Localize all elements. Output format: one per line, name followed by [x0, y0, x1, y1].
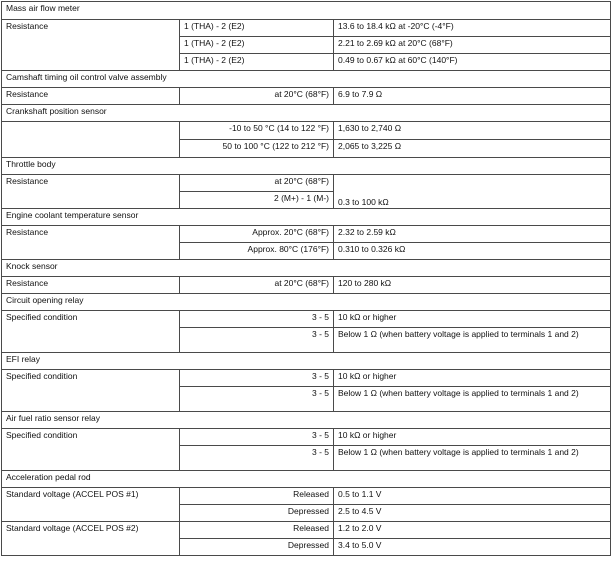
table-row [2, 88, 611, 105]
section-header-row [2, 158, 611, 175]
condition-cell: at 20°C (68°F) [180, 277, 334, 294]
section-title: EFI relay [2, 353, 611, 370]
section-header-row [2, 412, 611, 429]
condition-cell: 3 - 5 [180, 370, 334, 387]
condition-cell: Released [180, 522, 334, 539]
section-title: Air fuel ratio sensor relay [2, 412, 611, 429]
item-label: Resistance [2, 88, 180, 105]
section-title: Circuit opening relay [2, 294, 611, 311]
condition-cell: at 20°C (68°F) [180, 175, 334, 192]
spec-cell: 10 kΩ or higher [334, 429, 611, 446]
table-row [2, 311, 611, 328]
spec-cell: 2.21 to 2.69 kΩ at 20°C (68°F) [334, 37, 611, 54]
table-row [2, 20, 611, 37]
spec-cell: 10 kΩ or higher [334, 370, 611, 387]
condition-cell: 3 - 5 [180, 446, 334, 471]
spec-cell: Below 1 Ω (when battery voltage is applied to terminals 1 and 2) [334, 446, 611, 471]
section-title: Crankshaft position sensor [2, 105, 611, 122]
section-title: Engine coolant temperature sensor [2, 209, 611, 226]
condition-cell: Depressed [180, 505, 334, 522]
spec-cell: 1,630 to 2,740 Ω [334, 122, 611, 140]
spec-cell: 6.9 to 7.9 Ω [334, 88, 611, 105]
item-label: Specified condition [2, 370, 180, 412]
section-header-row [2, 2, 611, 20]
section-header-row [2, 353, 611, 370]
spec-table [1, 1, 611, 556]
spec-cell: 2,065 to 3,225 Ω [334, 140, 611, 158]
spec-cell: 0.49 to 0.67 kΩ at 60°C (140°F) [334, 54, 611, 71]
condition-cell: Depressed [180, 539, 334, 556]
spec-cell: 2.5 to 4.5 V [334, 505, 611, 522]
condition-cell: 50 to 100 °C (122 to 212 °F) [180, 140, 334, 158]
item-label: Resistance [2, 20, 180, 71]
section-title: Mass air flow meter [2, 2, 611, 20]
table-row [2, 488, 611, 505]
condition-cell: 3 - 5 [180, 429, 334, 446]
spec-cell: Below 1 Ω (when battery voltage is applied to terminals 1 and 2) [334, 328, 611, 353]
spec-cell: 1.2 to 2.0 V [334, 522, 611, 539]
section-header-row [2, 71, 611, 88]
section-header-row [2, 209, 611, 226]
condition-cell: 1 (THA) - 2 (E2) [180, 54, 334, 71]
item-label: Standard voltage (ACCEL POS #1) [2, 488, 180, 522]
section-title: Throttle body [2, 158, 611, 175]
spec-cell: 13.6 to 18.4 kΩ at -20°C (-4°F) [334, 20, 611, 37]
condition-cell: 1 (THA) - 2 (E2) [180, 37, 334, 54]
spec-cell: 2.32 to 2.59 kΩ [334, 226, 611, 243]
section-header-row [2, 294, 611, 311]
spec-cell: 10 kΩ or higher [334, 311, 611, 328]
item-label: Resistance [2, 277, 180, 294]
spec-cell: 3.4 to 5.0 V [334, 539, 611, 556]
table-row [2, 370, 611, 387]
spec-cell: 0.310 to 0.326 kΩ [334, 243, 611, 260]
condition-cell: Approx. 80°C (176°F) [180, 243, 334, 260]
section-header-row [2, 105, 611, 122]
condition-cell: -10 to 50 °C (14 to 122 °F) [180, 122, 334, 140]
condition-cell: at 20°C (68°F) [180, 88, 334, 105]
table-row [2, 122, 611, 140]
section-title: Knock sensor [2, 260, 611, 277]
item-label: Specified condition [2, 429, 180, 471]
section-header-row [2, 260, 611, 277]
table-row [2, 226, 611, 243]
condition-cell: 3 - 5 [180, 311, 334, 328]
table-row [2, 277, 611, 294]
condition-cell: Released [180, 488, 334, 505]
section-title: Camshaft timing oil control valve assembly [2, 71, 611, 88]
condition-cell: 3 - 5 [180, 387, 334, 412]
item-label [2, 122, 180, 158]
item-label: Specified condition [2, 311, 180, 353]
table-row [2, 429, 611, 446]
table-row [2, 175, 611, 192]
spec-cell: 120 to 280 kΩ [334, 277, 611, 294]
table-row [2, 522, 611, 539]
spec-cell: 0.5 to 1.1 V [334, 488, 611, 505]
item-label: Standard voltage (ACCEL POS #2) [2, 522, 180, 556]
condition-cell: 2 (M+) - 1 (M-) [180, 192, 334, 209]
spec-cell: Below 1 Ω (when battery voltage is applied to terminals 1 and 2) [334, 387, 611, 412]
spec-cell: 0.3 to 100 kΩ [334, 175, 611, 209]
section-title: Acceleration pedal rod [2, 471, 611, 488]
item-label: Resistance [2, 226, 180, 260]
condition-cell: Approx. 20°C (68°F) [180, 226, 334, 243]
item-label: Resistance [2, 175, 180, 209]
condition-cell: 3 - 5 [180, 328, 334, 353]
condition-cell: 1 (THA) - 2 (E2) [180, 20, 334, 37]
section-header-row [2, 471, 611, 488]
